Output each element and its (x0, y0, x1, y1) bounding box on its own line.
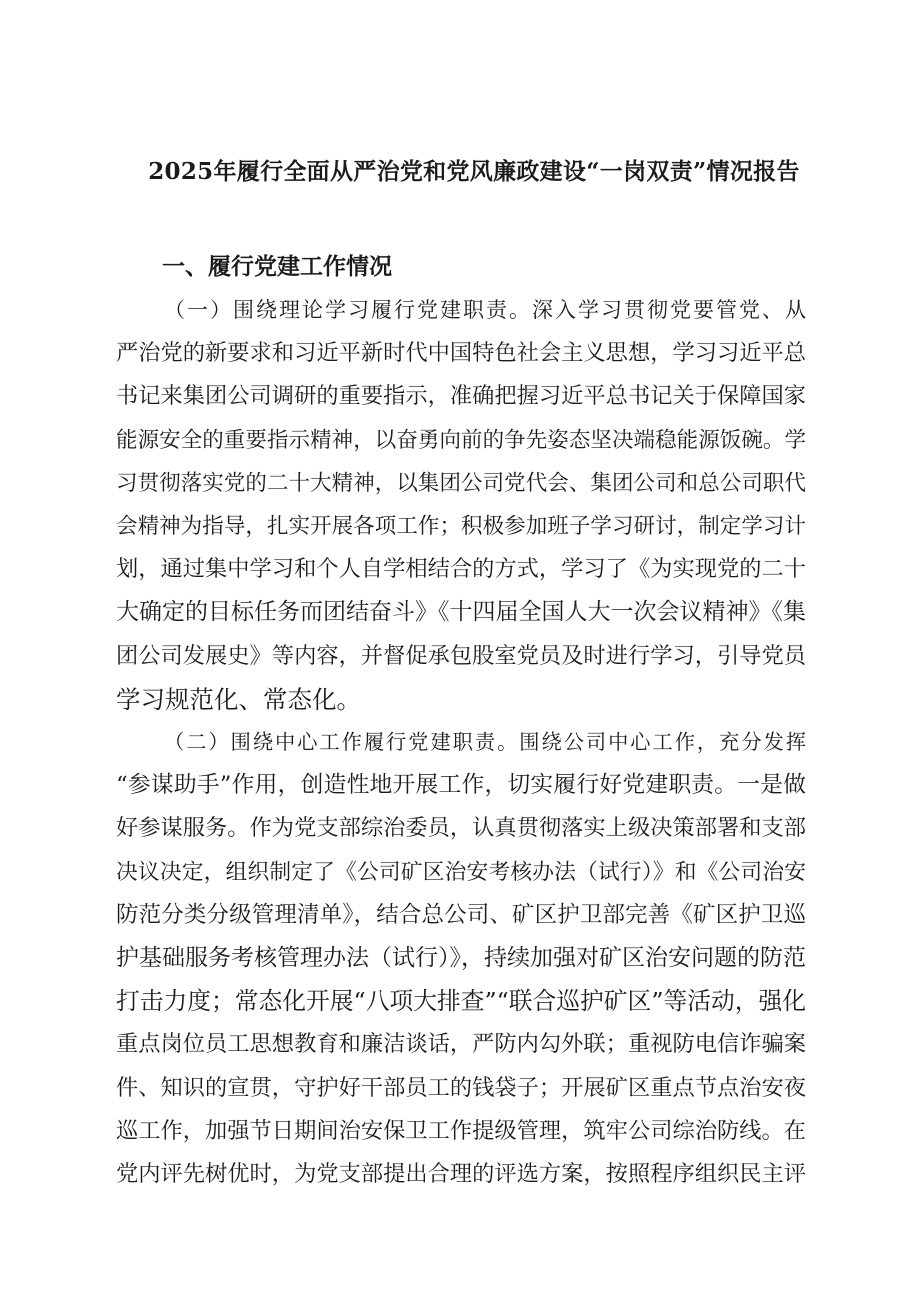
section-heading: 一、履行党建工作情况 (162, 253, 392, 280)
paragraph-1 (116, 289, 806, 721)
paragraph-line: 重点岗位员工思想教育和廉洁谈话，严防内勾外联；重视防电信诈骗案 (116, 1031, 806, 1058)
paragraph-line: 护基础服务考核管理办法（试行）》，持续加强对矿区治安问题的防范 (116, 945, 806, 972)
paragraph-line: “参谋助手”作用，创造性地开展工作，切实履行好党建职责。一是做 (116, 772, 806, 799)
paragraph-line: 习贯彻落实党的二十大精神，以集团公司党代会、集团公司和总公司职代 (116, 470, 806, 496)
paragraph-line: （一）围绕理论学习履行党建职责。深入学习贯彻党要管党、从 (164, 298, 806, 322)
paragraph-line: 防范分类分级管理清单》，结合总公司、矿区护卫部完善《矿区护卫巡 (116, 901, 806, 928)
paragraph-2-text (116, 721, 806, 1196)
paragraph-line: 大确定的目标任务而团结奋斗》《十四届全国人大一次会议精神》《集 (116, 599, 806, 626)
paragraph-line: 书记来集团公司调研的重要指示，准确把握习近平总书记关于保障国家 (116, 383, 806, 410)
paragraph-line: 好参谋服务。作为党支部综治委员，认真贯彻落实上级决策部署和支部 (116, 815, 806, 842)
paragraph-line: 件、知识的宣贯，守护好干部员工的钱袋子；开展矿区重点节点治安夜 (116, 1074, 806, 1101)
paragraph-line: 严治党的新要求和习近平新时代中国特色社会主义思想，学习习近平总 (116, 340, 806, 367)
paragraph-line: 能源安全的重要指示精神，以奋勇向前的争先姿态坚决端稳能源饭碗。学 (116, 427, 806, 453)
document-title: 2025年履行全面从严治党和党风廉政建设“一岗双责”情况报告 (148, 158, 800, 185)
paragraph-line: 决议决定，组织制定了《公司矿区治安考核办法（试行）》和《公司治安 (116, 859, 806, 885)
paragraph-line: 划，通过集中学习和个人自学相结合的方式，学习了《为实现党的二十 (116, 556, 806, 583)
paragraph-line: 团公司发展史》等内容，并督促承包股室党员及时进行学习，引导党员 (116, 642, 806, 669)
paragraph-line: 打击力度；常态化开展“八项大排查”“联合巡护矿区”等活动，强化 (116, 987, 806, 1016)
paragraph-line: 巡工作，加强节日期间治安保卫工作提级管理，筑牢公司综治防线。在 (116, 1117, 806, 1144)
paragraph-line: 会精神为指导，扎实开展各项工作；积极参加班子学习研讨，制定学习计 (116, 514, 806, 540)
paragraph-1-text (116, 289, 806, 721)
paragraph-2 (116, 721, 806, 1196)
paragraph-line: （二）围绕中心工作履行党建职责。围绕公司中心工作，充分发挥 (164, 730, 806, 754)
paragraph-line: 党内评先树优时，为党支部提出合理的评选方案，按照程序组织民主评 (116, 1161, 806, 1188)
paragraph-line: 学习规范化、常态化。 (116, 684, 361, 714)
